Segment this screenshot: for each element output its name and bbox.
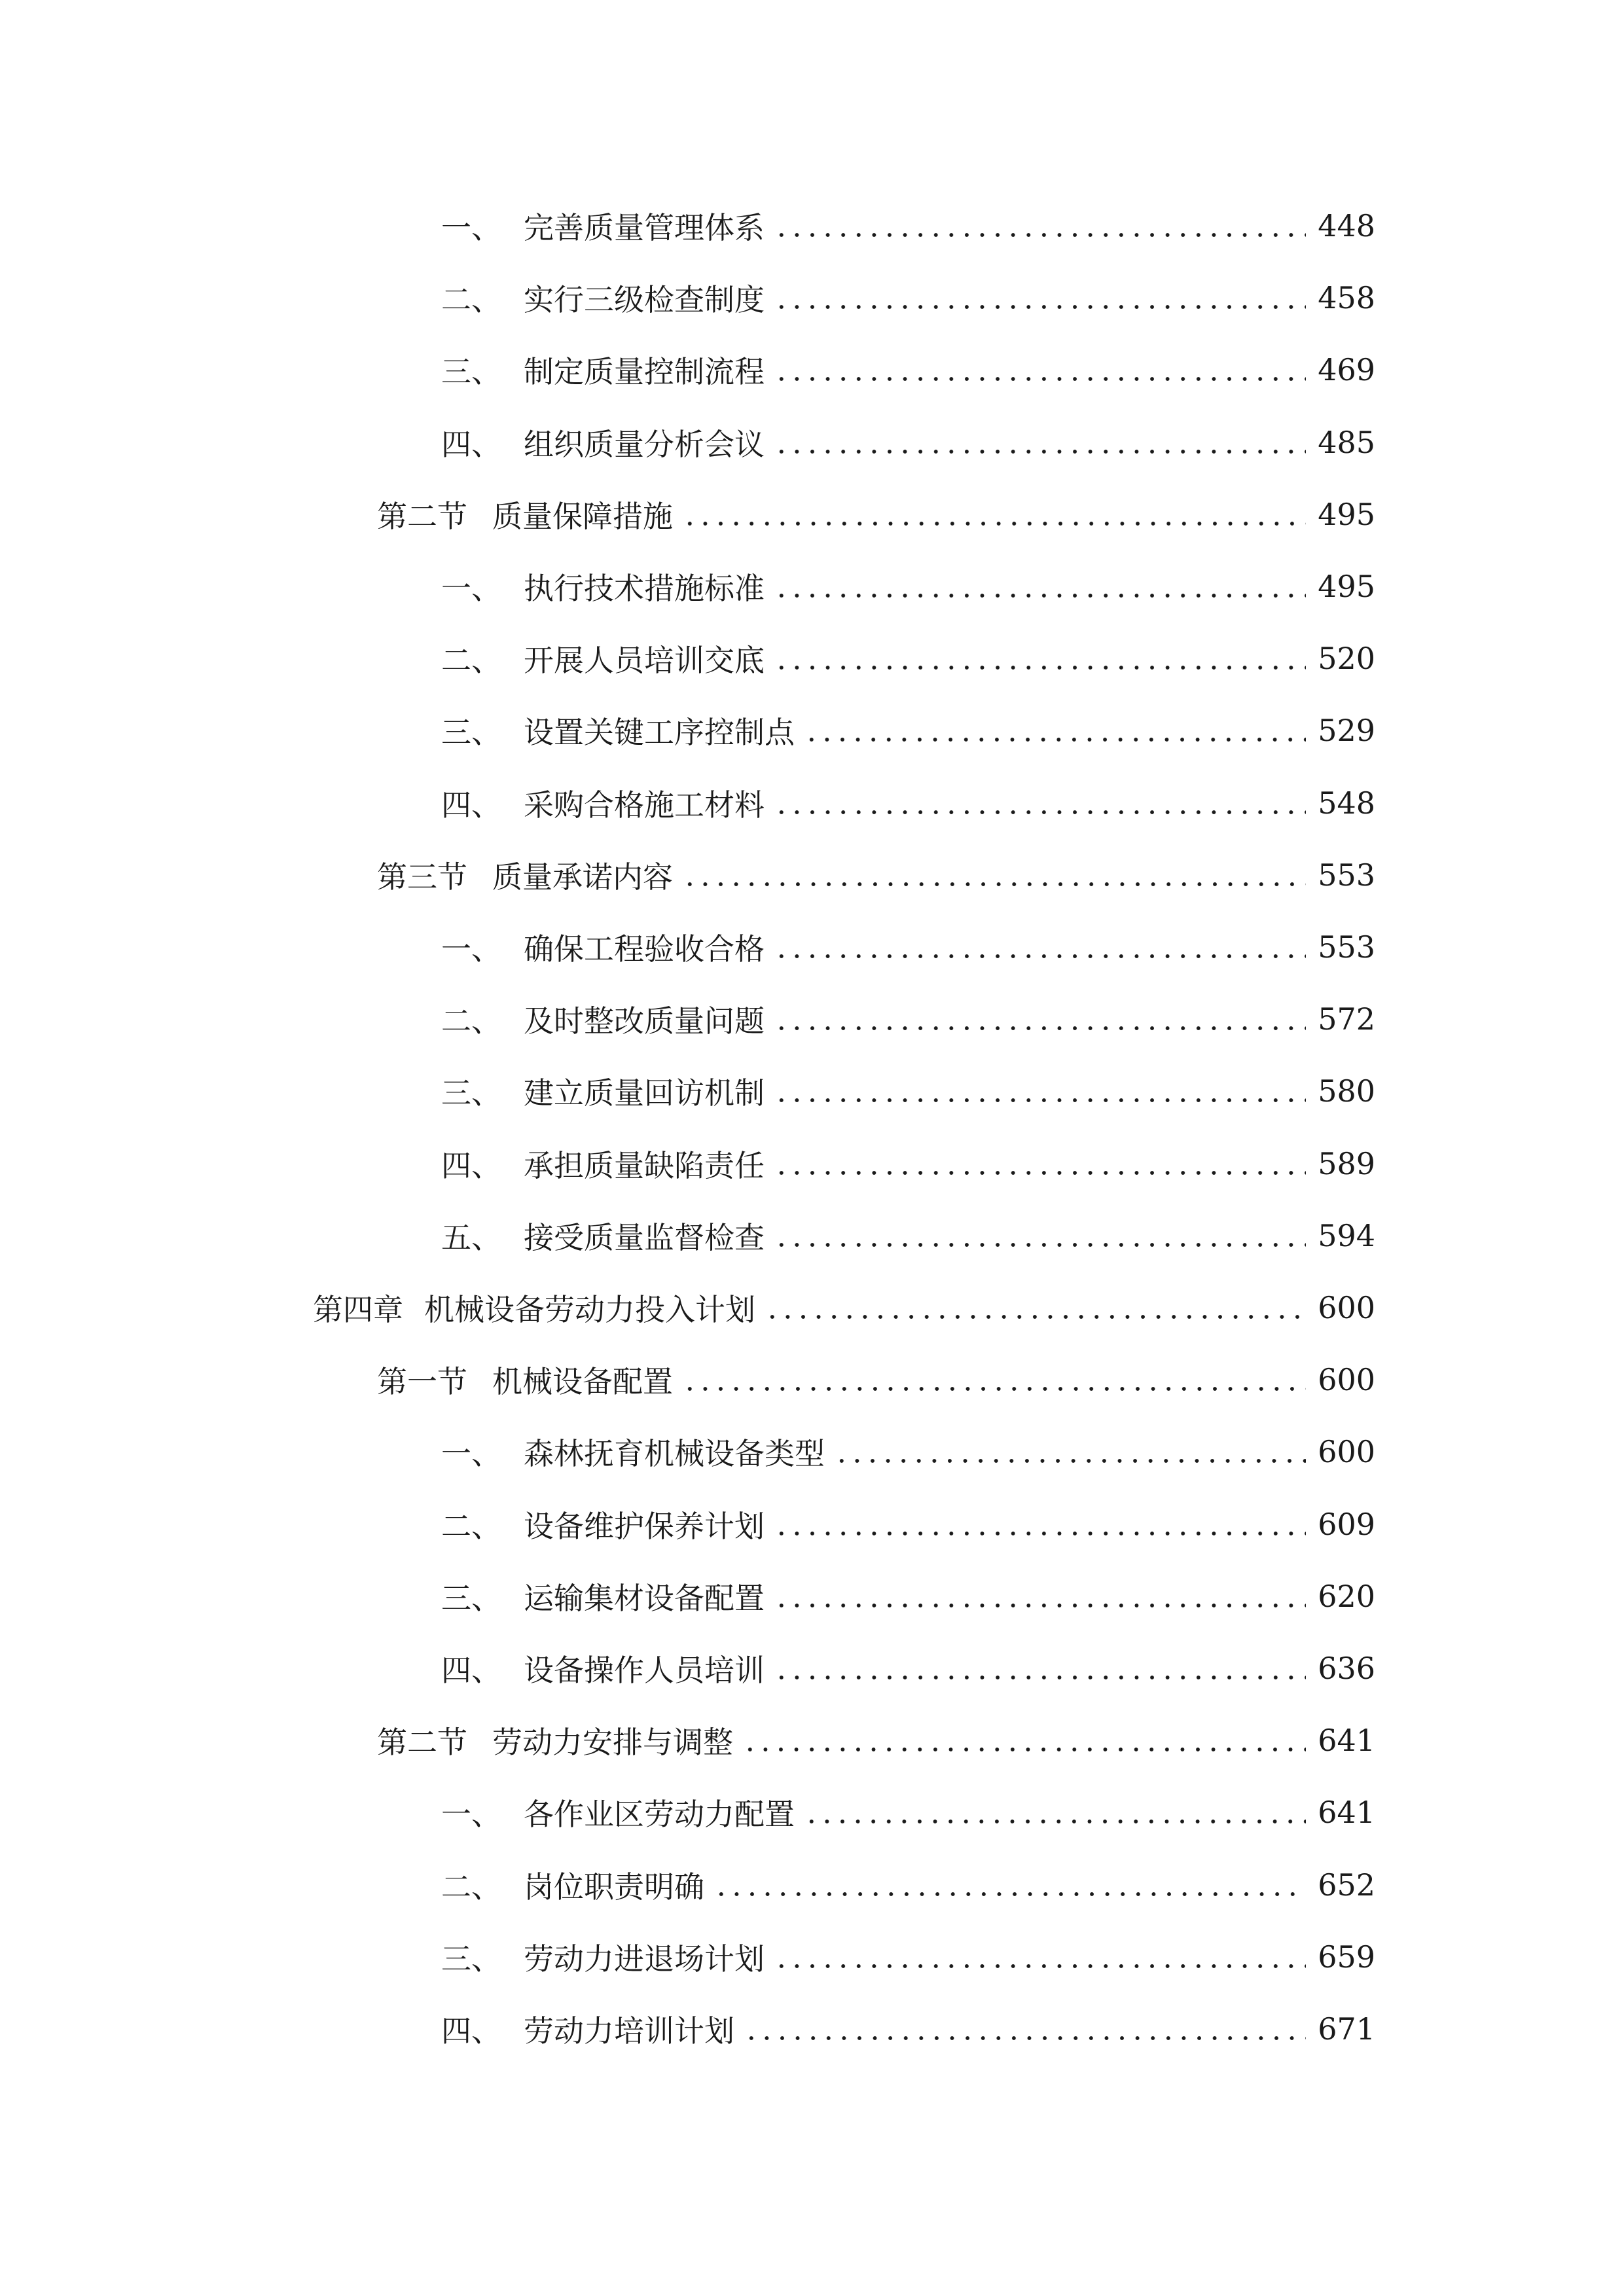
toc-entry-title: 承担质量缺陷责任: [524, 1147, 765, 1183]
toc-entry-number: 第二节: [377, 1725, 467, 1761]
toc-entry-page-number: 600: [1318, 1290, 1375, 1325]
toc-entry[interactable]: [377, 1711, 1375, 1770]
toc-entry-number: 五、: [441, 1219, 501, 1255]
toc-dot-leader: [744, 2035, 1306, 2041]
toc-dot-leader: [713, 1891, 1306, 1897]
toc-dot-leader: [774, 1097, 1306, 1103]
toc-entry-title: 质量保障措施: [492, 498, 673, 534]
toc-entry[interactable]: [441, 268, 1375, 327]
toc-entry-number: 二、: [441, 1869, 501, 1905]
toc-entry-number: 第三节: [377, 859, 467, 895]
toc-entry[interactable]: [441, 629, 1375, 688]
toc-entry[interactable]: [441, 196, 1375, 255]
toc-entry-number: 三、: [441, 715, 501, 751]
toc-dot-leader: [774, 304, 1306, 310]
toc-entry[interactable]: [441, 557, 1375, 616]
toc-entry-title: 实行三级检查制度: [524, 282, 765, 318]
toc-entry-title: 质量承诺内容: [492, 859, 673, 895]
toc-entry-page-number: 553: [1318, 929, 1375, 965]
toc-dot-leader: [765, 1314, 1306, 1320]
toc-dot-leader: [804, 736, 1306, 743]
toc-entry-number: 一、: [441, 210, 501, 245]
toc-entry-page-number: 548: [1318, 785, 1375, 821]
toc-entry[interactable]: [441, 774, 1375, 833]
toc-entry[interactable]: [441, 1495, 1375, 1554]
toc-entry-title: 建立质量回访机制: [524, 1075, 765, 1111]
toc-entry-number: 二、: [441, 643, 501, 679]
toc-entry[interactable]: [441, 990, 1375, 1049]
toc-entry-title: 运输集材设备配置: [524, 1580, 765, 1616]
toc-entry-title: 劳动力安排与调整: [492, 1725, 733, 1761]
toc-dot-leader: [774, 809, 1306, 816]
toc-entry-number: 四、: [441, 1653, 501, 1688]
toc-dot-leader: [804, 1818, 1306, 1825]
toc-entry-title: 接受质量监督检查: [524, 1219, 765, 1255]
toc-entry-page-number: 652: [1318, 1867, 1375, 1903]
toc-entry[interactable]: [441, 340, 1375, 399]
toc-entry-page-number: 495: [1318, 569, 1375, 604]
toc-entry-number: 第一节: [377, 1364, 467, 1400]
toc-entry[interactable]: [441, 413, 1375, 472]
toc-entry-page-number: 659: [1318, 1939, 1375, 1975]
toc-entry[interactable]: [441, 1206, 1375, 1265]
toc-dot-leader: [774, 1602, 1306, 1609]
toc-entry-page-number: 641: [1318, 1795, 1375, 1831]
toc-entry-title: 各作业区劳动力配置: [524, 1797, 795, 1833]
toc-dot-leader: [834, 1458, 1306, 1464]
toc-dot-leader: [774, 232, 1306, 238]
toc-entry-page-number: 469: [1318, 352, 1375, 388]
toc-entry-page-number: 600: [1318, 1362, 1375, 1398]
toc-entry-title: 设置关键工序控制点: [524, 715, 795, 751]
toc-entry-number: 三、: [441, 1075, 501, 1111]
toc-entry-page-number: 636: [1318, 1651, 1375, 1686]
toc-entry[interactable]: [377, 846, 1375, 905]
toc-entry-number: 二、: [441, 1508, 501, 1544]
toc-entry-number: 四、: [441, 426, 501, 462]
toc-entry-title: 执行技术措施标准: [524, 571, 765, 606]
toc-dot-leader: [774, 1674, 1306, 1681]
toc-entry-title: 劳动力进退场计划: [524, 1941, 765, 1977]
toc-entry-title: 完善质量管理体系: [524, 210, 765, 245]
toc-dot-leader: [682, 1386, 1306, 1392]
toc-entry-title: 设备操作人员培训: [524, 1653, 765, 1688]
toc-entry-page-number: 485: [1318, 424, 1375, 460]
toc-entry-title: 劳动力培训计划: [524, 2013, 734, 2049]
toc-entry-number: 第四章: [313, 1292, 403, 1327]
toc-entry-page-number: 458: [1318, 280, 1375, 316]
toc-entry-number: 一、: [441, 1436, 501, 1472]
toc-dot-leader: [774, 448, 1306, 455]
toc-entry-title: 机械设备劳动力投入计划: [424, 1292, 755, 1327]
toc-entry[interactable]: [441, 1422, 1375, 1481]
toc-entry-page-number: 671: [1318, 2011, 1375, 2047]
toc-dot-leader: [774, 1242, 1306, 1248]
toc-entry-number: 一、: [441, 571, 501, 606]
toc-entry-page-number: 495: [1318, 496, 1375, 532]
toc-entry-number: 一、: [441, 1797, 501, 1833]
toc-entry-page-number: 572: [1318, 1001, 1375, 1037]
toc-entry-title: 及时整改质量问题: [524, 1003, 765, 1039]
toc-entry-number: 三、: [441, 1941, 501, 1977]
toc-entry[interactable]: [441, 701, 1375, 760]
toc-entry-page-number: 580: [1318, 1073, 1375, 1109]
toc-entry-title: 森林抚育机械设备类型: [524, 1436, 825, 1472]
toc-entry-title: 开展人员培训交底: [524, 643, 765, 679]
toc-entry-number: 四、: [441, 2013, 501, 2049]
toc-entry-title: 采购合格施工材料: [524, 787, 765, 823]
toc-entry-page-number: 609: [1318, 1506, 1375, 1542]
toc-entry-page-number: 520: [1318, 641, 1375, 677]
toc-entry-page-number: 529: [1318, 713, 1375, 749]
toc-entry-page-number: 448: [1318, 208, 1375, 243]
toc-entry[interactable]: [441, 1783, 1375, 1842]
toc-dot-leader: [774, 953, 1306, 960]
toc-entry-title: 设备维护保养计划: [524, 1508, 765, 1544]
toc-entry-page-number: 620: [1318, 1578, 1375, 1614]
toc-entry-page-number: 553: [1318, 857, 1375, 893]
toc-entry[interactable]: [441, 2000, 1375, 2058]
toc-entry[interactable]: [377, 485, 1375, 544]
toc-dot-leader: [774, 1025, 1306, 1031]
toc-entry[interactable]: [441, 1856, 1375, 1914]
toc-entry-title: 组织质量分析会议: [524, 426, 765, 462]
toc-entry-page-number: 589: [1318, 1145, 1375, 1181]
toc-entry-page-number: 600: [1318, 1434, 1375, 1470]
toc-entry-number: 二、: [441, 282, 501, 318]
toc-dot-leader: [742, 1746, 1306, 1753]
toc-dot-leader: [774, 664, 1306, 671]
toc-entry[interactable]: [441, 918, 1375, 977]
toc-entry-page-number: 594: [1318, 1217, 1375, 1253]
toc-entry-title: 制定质量控制流程: [524, 354, 765, 390]
toc-entry-number: 三、: [441, 354, 501, 390]
toc-entry[interactable]: [441, 1062, 1375, 1121]
toc-dot-leader: [774, 1170, 1306, 1176]
toc-entry[interactable]: [441, 1928, 1375, 1986]
toc-entry-number: 二、: [441, 1003, 501, 1039]
toc-dot-leader: [774, 1530, 1306, 1537]
toc-dot-leader: [774, 376, 1306, 382]
toc-entry-number: 四、: [441, 787, 501, 823]
toc-entry-page-number: 641: [1318, 1723, 1375, 1759]
toc-dot-leader: [682, 520, 1306, 527]
toc-entry[interactable]: [377, 1350, 1375, 1409]
toc-entry-title: 岗位职责明确: [524, 1869, 704, 1905]
toc-entry[interactable]: [441, 1567, 1375, 1626]
toc-entry-title: 机械设备配置: [492, 1364, 673, 1400]
toc-entry[interactable]: [313, 1278, 1375, 1337]
toc-entry[interactable]: [441, 1134, 1375, 1193]
toc-entry[interactable]: [441, 1639, 1375, 1698]
toc-entry-number: 四、: [441, 1147, 501, 1183]
toc-entry-number: 三、: [441, 1580, 501, 1616]
toc-entry-number: 第二节: [377, 498, 467, 534]
toc-dot-leader: [774, 1963, 1306, 1969]
toc-dot-leader: [682, 881, 1306, 888]
toc-entry-title: 确保工程验收合格: [524, 931, 765, 967]
toc-dot-leader: [774, 592, 1306, 599]
toc-entry-number: 一、: [441, 931, 501, 967]
